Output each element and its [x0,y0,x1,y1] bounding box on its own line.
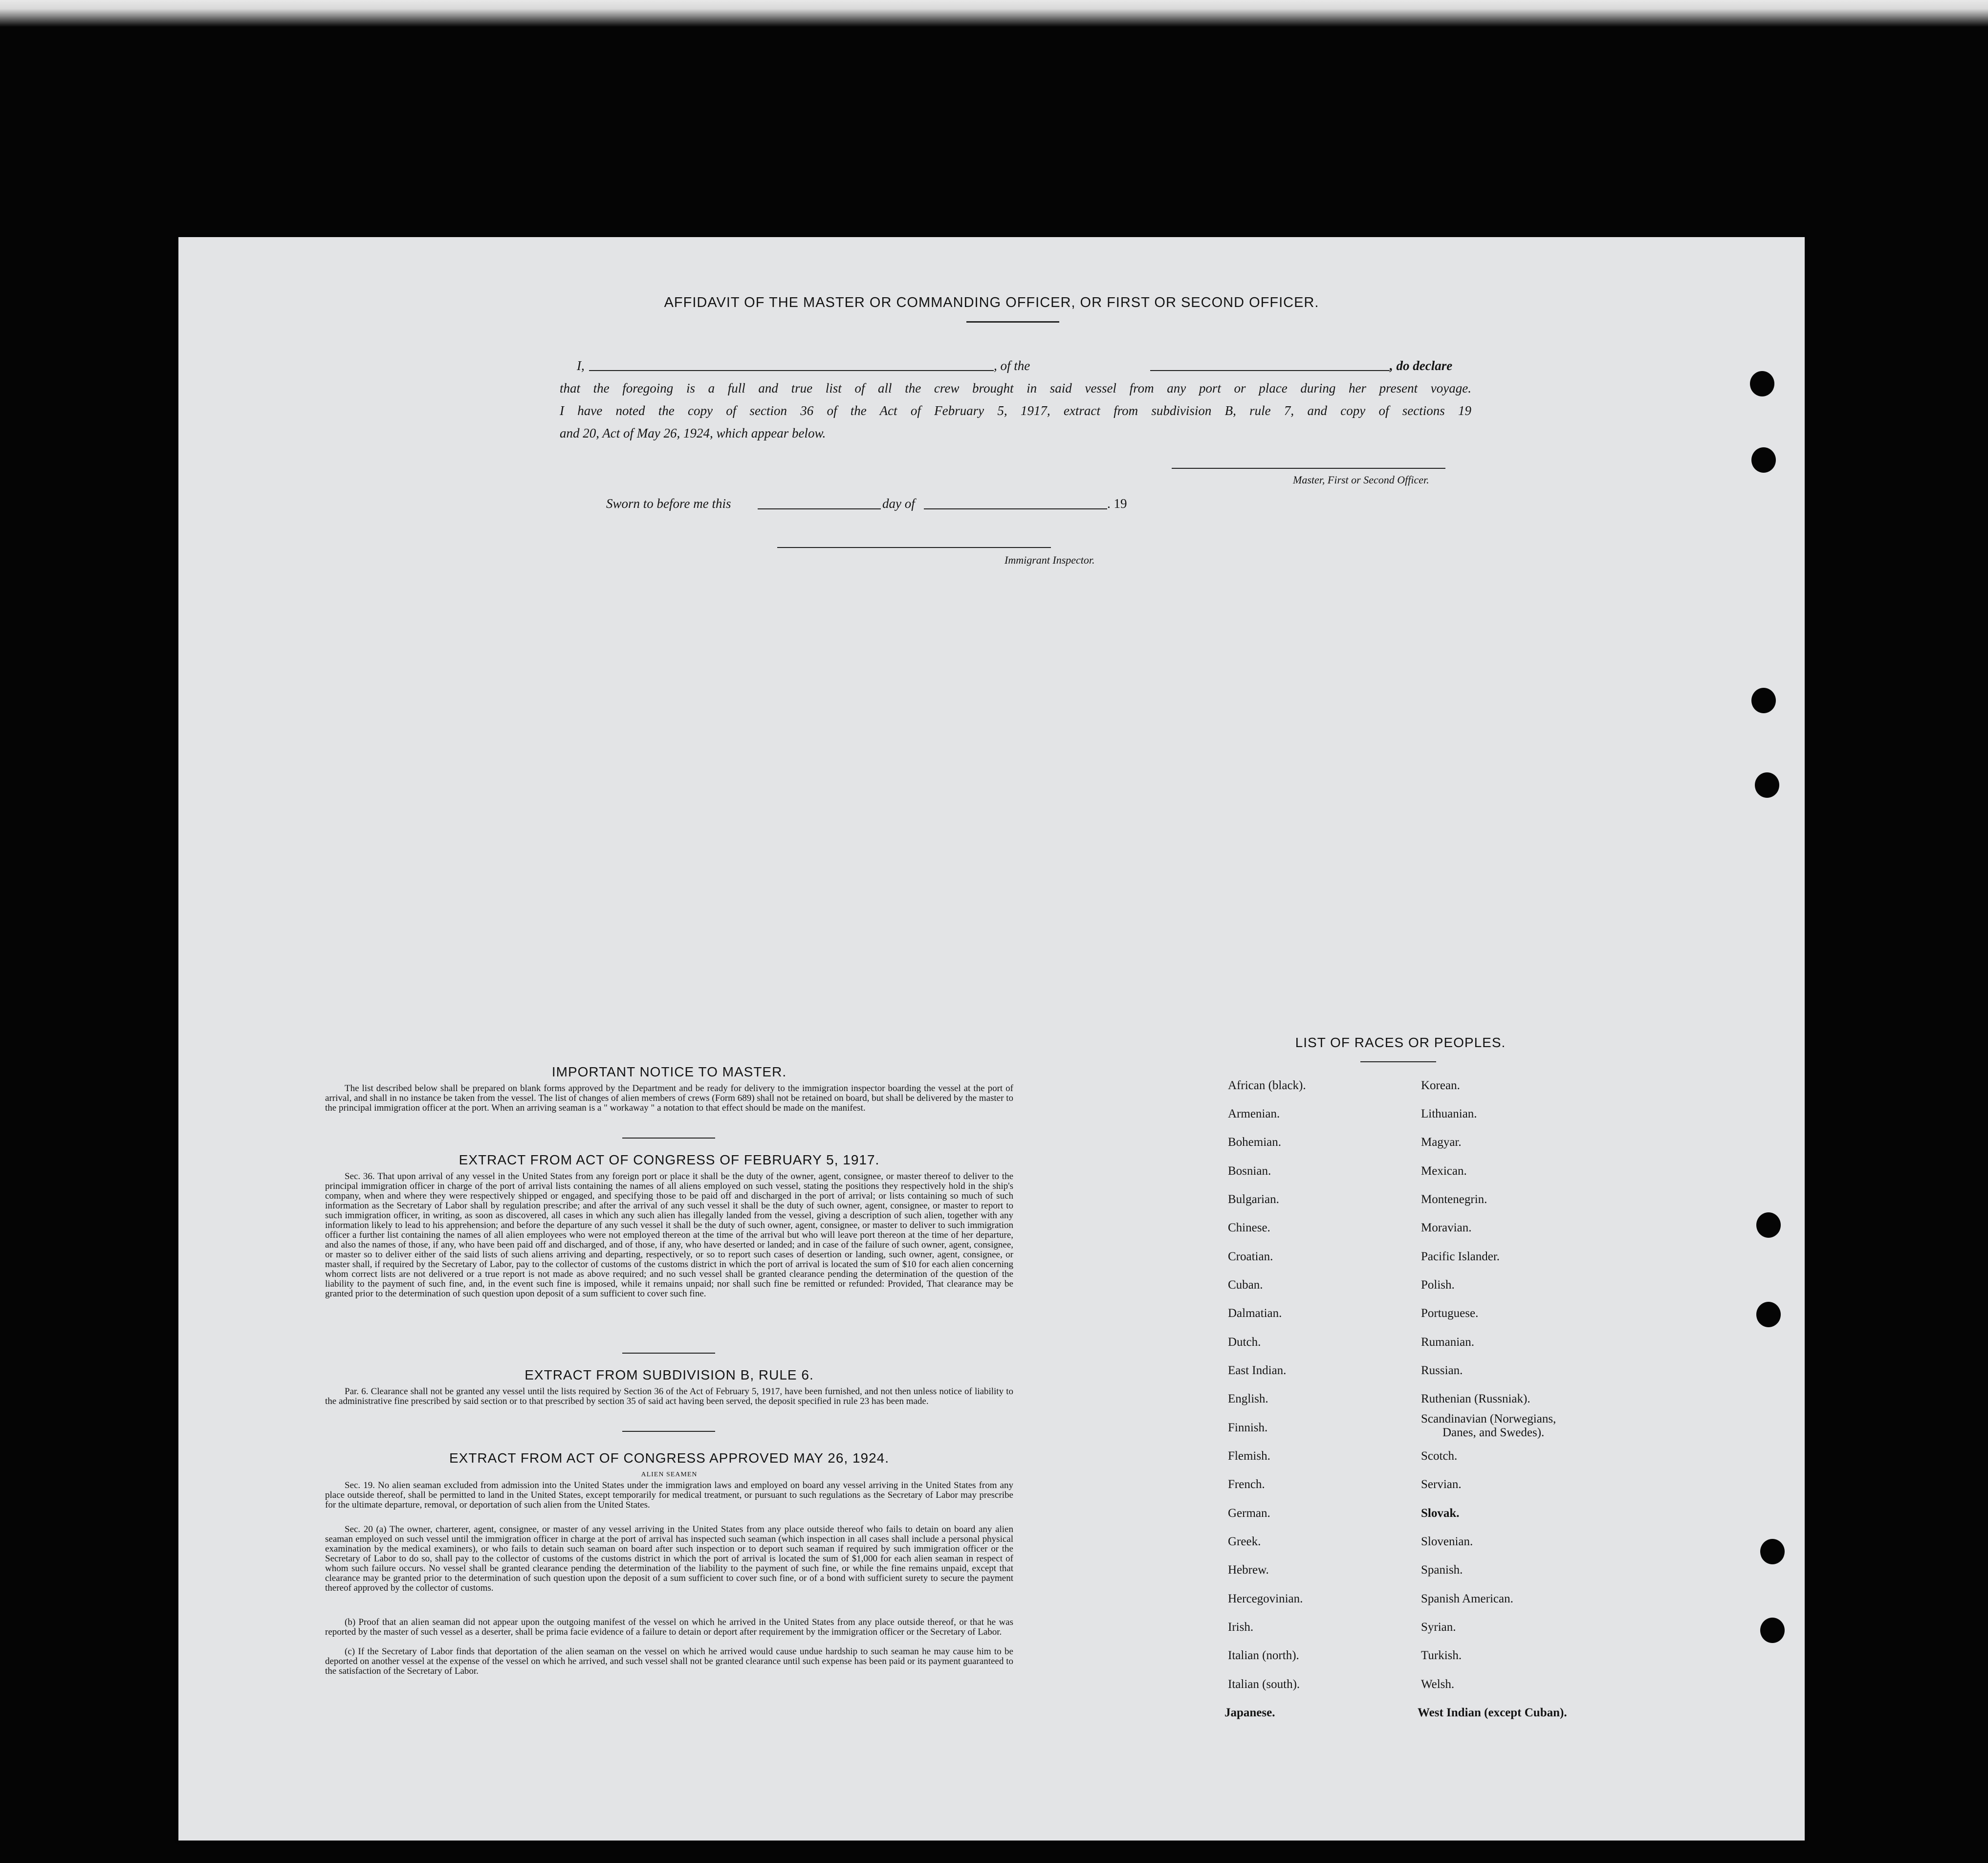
extract-1917-title: EXTRACT FROM ACT OF CONGRESS OF FEBRUARY 5, 1917. [459,1152,880,1167]
race-left-23: Japanese. [1224,1706,1275,1719]
race-left-4: Bosnian. [1228,1164,1271,1178]
race-right-10: Rumanian. [1421,1336,1475,1349]
race-right-20: Syrian. [1421,1621,1456,1634]
race-left-16: German. [1228,1507,1270,1520]
race-left-19: Hercegovinian. [1228,1592,1303,1605]
race-right-14: Scotch. [1421,1449,1458,1463]
race-right-22: Welsh. [1421,1678,1455,1691]
divider-1 [622,1138,715,1139]
punch-hole [1760,1539,1785,1564]
race-left-18: Hebrew. [1228,1563,1269,1577]
extract-1917-body: Sec. 36. That upon arrival of any vessel in the United States from any foreign port or place it shall be the duty of the owner, agent, consignee, or master thereof to deliver to the principal immigration officer in charge of the port of arrival lists containing the names of all aliens employed on such vessel, stating the positions they respectively hold in the ship's company, when and where they were respectively shipped or engaged, and specifying those to be paid off and discharged in the port of arrival; or lists containing so much of such information as the Secretary of Labor shall by regulation prescribe; and after the arrival of any such vessel it shall be the duty of such owner, agent, consignee, or master to report to such immigration officer, in writing, as soon as discovered, all cases in which any such alien has illegally landed from the vessel, giving a description of such alien, together with any information likely to lead to his apprehension; and before the departure of any such vessel it shall be the duty of such owner, agent, consignee, or master to deliver to such immigration officer a further list containing the names of all alien employees who were not employed thereon at the time of the arrival but who will leave port thereon at the time of her departure, and also the names of those, if any, who have been paid off and discharged, and of those, if any, who have deserted or landed; and in case of the failure of such owner, agent, consignee, or master so to deliver either of the said lists of such aliens arriving and departing, respectively, or so to report such cases of desertion or landing, such owner, agent, consignee, or master shall, if required by the Secretary of Labor, pay to the collector of customs of the customs district in which the port of arrival is located the sum of $10 for each alien concerning whom correct lists are not delivered or a true report is not made as above required; and no such vessel shall be granted clearance pending the determination of the question of the liability to the payment of such fine, and, in the event such fine is imposed, while it remains unpaid; nor shall such fine be remitted or refunded: Provided, That clearance may be granted prior to the determination of such question upon deposit of a sum sufficient to cover such fine. [325,1171,1013,1299]
punch-hole [1756,1302,1781,1327]
race-left-17: Greek. [1228,1535,1261,1548]
race-left-21: Italian (north). [1228,1649,1299,1662]
race-left-6: Chinese. [1228,1221,1270,1234]
race-right-21: Turkish. [1421,1649,1462,1662]
race-right-2: Lithuanian. [1421,1107,1477,1120]
race-left-11: East Indian. [1228,1364,1287,1377]
race-left-10: Dutch. [1228,1336,1261,1349]
race-right-12: Ruthenian (Russniak). [1421,1392,1530,1405]
extract-1924-sec20c: (c) If the Secretary of Labor finds that deportation of the alien seaman on the vessel on which he arrived would cause undue hardship to such seaman he may cause him to be deported on another vessel at the expense of the vessel on which he arrived, and such vessel shall not be granted clearance until such expense has been paid or its payment guaranteed to the satisfaction of the Secretary of Labor. [325,1646,1013,1676]
races-underline [1360,1061,1436,1062]
divider-3 [622,1431,715,1432]
title-underline [966,321,1059,323]
race-left-2: Armenian. [1228,1107,1280,1120]
name-line[interactable] [589,370,994,371]
affidavit-title: AFFIDAVIT OF THE MASTER OR COMMANDING OFFICER, OR FIRST OR SECOND OFFICER. [664,295,1319,310]
inspector-label: Immigrant Inspector. [1005,554,1095,566]
race-right-3: Magyar. [1421,1136,1462,1149]
race-left-13: Finnish. [1228,1421,1268,1434]
race-left-14: Flemish. [1228,1449,1270,1463]
extract-1924-subhead: ALIEN SEAMEN [641,1471,698,1478]
race-right-15: Servian. [1421,1478,1462,1491]
extract-1924-title: EXTRACT FROM ACT OF CONGRESS APPROVED MAY 26, 1924. [449,1450,890,1466]
do-declare-label: , do declare [1390,358,1453,373]
form-page [178,237,1805,1841]
notice-body: The list described below shall be prepared on blank forms approved by the Department and be ready for delivery to the immigration inspector boarding the vessel at the port of arrival, and shall in no instance be taken from the vessel. The list of changes of alien members of crews (Form 689) shall not be retained on board, but shall be delivered by the master to the principal immigration officer at the port. When an arriving seaman is a " workaway " a notation to that effect should be made on the manifest. [325,1083,1013,1113]
race-right-8: Polish. [1421,1278,1455,1292]
affidavit-i-label: I, [577,358,585,373]
day-of-label: day of [882,496,915,511]
race-right-1: Korean. [1421,1079,1460,1092]
extract-1924-sec20b: (b) Proof that an alien seaman did not appear upon the outgoing manifest of the vessel on which he arrived in the United States from any place outside thereof, or that he was reported by the master of such vessel as a deserter, shall be prima facie evidence of a failure to detain or deport after requirement by the immigration officer or the Secretary of Labor. [325,1617,1013,1637]
punch-hole [1750,371,1774,396]
race-right-9: Portuguese. [1421,1307,1479,1320]
affidavit-line-2: that the foregoing is a full and true list of all the crew brought in said vessel from any port or place during her present voyage. [560,381,1471,395]
race-right-23: West Indian (except Cuban). [1418,1706,1567,1719]
notice-title: IMPORTANT NOTICE TO MASTER. [551,1064,787,1079]
punch-hole [1756,1212,1781,1238]
race-left-9: Dalmatian. [1228,1307,1282,1320]
race-left-20: Irish. [1228,1621,1254,1634]
race-right-5: Montenegrin. [1421,1193,1487,1206]
race-left-15: French. [1228,1478,1265,1491]
race-right-11: Russian. [1421,1364,1463,1377]
race-left-5: Bulgarian. [1228,1193,1279,1206]
scan-top-edge [0,0,1988,27]
race-left-3: Bohemian. [1228,1136,1282,1149]
race-left-1: African (black). [1228,1079,1306,1092]
race-right-7: Pacific Islander. [1421,1250,1500,1263]
extract-rule6-body: Par. 6. Clearance shall not be granted any vessel until the lists required by Section 36 of the Act of February 5, 1917, have been furnished, and not then unless notice of liability to the administrative fine prescribed by said section or to that prescribed by section 35 of said act having been served, the deposit specified in rule 23 has been made. [325,1386,1013,1406]
of-the-label: , of the [994,358,1030,373]
punch-hole [1751,688,1776,713]
race-right-18: Spanish. [1421,1563,1463,1577]
race-right-13: Scandinavian (Norwegians, [1421,1412,1556,1425]
race-right-16: Slovak. [1421,1507,1460,1520]
race-right-13b: Danes, and Swedes). [1442,1426,1545,1439]
race-left-8: Cuban. [1228,1278,1263,1292]
year-label: . 19 [1107,496,1127,511]
vessel-line[interactable] [1150,370,1390,371]
day-line[interactable] [758,508,881,509]
punch-hole [1760,1618,1785,1643]
race-left-12: English. [1228,1392,1268,1405]
punch-hole [1751,447,1776,473]
punch-hole [1755,772,1779,798]
race-right-17: Slovenian. [1421,1535,1473,1548]
race-left-22: Italian (south). [1228,1678,1300,1691]
inspector-signature-line[interactable] [777,547,1051,548]
race-right-6: Moravian. [1421,1221,1472,1234]
sworn-label: Sworn to before me this [606,496,731,511]
month-line[interactable] [924,508,1107,509]
divider-2 [622,1353,715,1354]
race-right-19: Spanish American. [1421,1592,1513,1605]
races-title: LIST OF RACES OR PEOPLES. [1295,1035,1506,1050]
extract-rule6-title: EXTRACT FROM SUBDIVISION B, RULE 6. [524,1367,814,1382]
extract-1924-sec20a: Sec. 20 (a) The owner, charterer, agent, consignee, or master of any vessel arriving in the United States from any place outside thereof who fails to detain on board any alien seaman employed on such vessel until the immigration officer in charge at the port of arrival has inspected such seaman (which inspection in all cases shall include a personal physical examination by the medical examiners), or who fails to detain such seaman on board after such inspection or to deport such seaman if required by such immigration officer or the Secretary of Labor to do so, shall pay to the collector of customs of the customs district in which the port of arrival is located the sum of $1,000 for each alien seaman in respect of whom such failure occurs. No vessel shall be granted clearance pending the determination of the liability to the payment of such fine, or while the fine remains unpaid, except that clearance may be granted prior to the determination of such question upon the deposit of a sum sufficient to cover such fine, or of a bond with sufficient surety to secure the payment thereof approved by the collector of customs. [325,1524,1013,1593]
race-left-7: Croatian. [1228,1250,1273,1263]
master-signature-label: Master, First or Second Officer. [1293,474,1429,486]
race-right-4: Mexican. [1421,1164,1467,1178]
extract-1924-sec19: Sec. 19. No alien seaman excluded from admission into the United States under the immigration laws and employed on board any vessel arriving in the United States from any place outside thereof, shall be permitted to land in the United States, except temporarily for medical treatment, or pursuant to such regulations as the Secretary of Labor may prescribe for the ultimate departure, removal, or deportation of such alien from the United States. [325,1480,1013,1510]
affidavit-line-4: and 20, Act of May 26, 1924, which appear below. [560,426,826,440]
master-signature-line[interactable] [1172,468,1445,469]
affidavit-line-3: I have noted the copy of section 36 of the Act of February 5, 1917, extract from subdivision B, rule 7, and copy of sections 19 [560,403,1471,418]
